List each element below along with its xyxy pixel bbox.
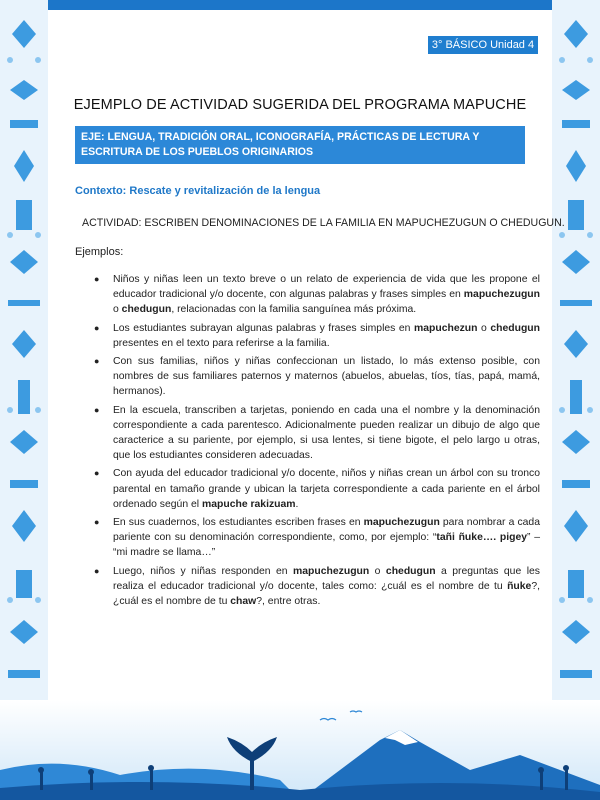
item-text: Luego, niños y niñas responden en (113, 565, 294, 577)
grade-unit-badge: 3° BÁSICO Unidad 4 (428, 36, 538, 54)
bullet-icon: ● (94, 404, 100, 415)
example-item (75, 564, 540, 610)
bullet-icon: ● (94, 356, 100, 367)
bullet-icon: ● (94, 274, 100, 284)
item-text: ?, ¿cuál es el nombre de tu (113, 580, 540, 608)
bold-term: chedugun (385, 565, 436, 577)
bold-term: mapuche rakizuam (201, 498, 296, 510)
item-text: Con ayuda del educador tradicional y/o docente, niños y niñas crean un árbol con su tronco parental en tamaño grande y ubican la tarjeta correspondiente a cada pariente en el árbol ordenado según el (113, 468, 540, 510)
example-item (75, 515, 540, 561)
item-text: Los estudiantes subrayan algunas palabras y frases simples en (113, 322, 414, 334)
item-text: ” – “mi madre se llama…” (113, 532, 540, 559)
activity-statement: ACTIVIDAD: ESCRIBEN DENOMINACIONES DE LA FAMILIA EN MAPUCHEZUGUN O CHEDUGUN. (82, 217, 565, 229)
bullet-icon: ● (94, 322, 100, 333)
bold-term: mapuchezugun (363, 517, 440, 529)
examples-list (75, 272, 540, 612)
top-band (0, 0, 600, 10)
item-text: ?, entre otras. (256, 596, 321, 608)
bold-term: mapuchezugun (463, 289, 540, 301)
item-text: En sus cuadernos, los estudiantes escriben frases en (113, 517, 364, 529)
item-text: Niños y niñas leen un texto breve o un relato de experiencia de vida que les propone el educador tradicional y/o docente, con algunas palabras y frases simples en (113, 274, 540, 301)
item-text: o (369, 565, 386, 577)
bullet-icon: ● (94, 565, 100, 576)
item-text: a preguntas que les realiza el educador tradicional y/o docente, tales como: ¿cuál es el nombre de tu (113, 565, 540, 592)
item-text: para nombrar a cada pariente con su denominación correspondiente, como, por ejemplo: “ (113, 517, 540, 544)
bold-term: ñuke (507, 580, 532, 592)
bullet-icon: ● (94, 517, 100, 528)
footer-landscape-illustration (0, 700, 600, 800)
bold-term: tañi ñuke…. pigey (436, 532, 527, 544)
example-item (75, 403, 540, 464)
item-text: Con sus familias, niños y niñas confeccionan un listado, lo más extenso posible, con nombres de sus familiares paternos y maternos (abuelos, abuelas, tíos, tías, papá, mamá, hermanos). (113, 356, 540, 398)
item-text: En la escuela, transcriben a tarjetas, poniendo en cada una el nombre y la denominación correspondiente a cada parentesco. Adicionalmente pueden realizar un dibujo de algo que caracterice a su pariente, por ejemplo, si usa lentes, si tiene bigote, el pelo largo u otras, que los estudiantes consideren adecuadas. (113, 404, 540, 462)
item-text: presentes en el texto para referirse a la familia. (113, 337, 330, 349)
contexto-heading: Contexto: Rescate y revitalización de la lengua (75, 185, 321, 197)
page-title: EJEMPLO DE ACTIVIDAD SUGERIDA DEL PROGRAMA MAPUCHE (73, 97, 527, 113)
item-text: o (113, 304, 122, 316)
bullet-icon: ● (94, 468, 100, 479)
example-item (75, 466, 540, 512)
item-text: . (295, 498, 299, 510)
bold-term: chedugun (490, 322, 540, 334)
bold-term: chaw (230, 596, 257, 608)
example-item (75, 321, 540, 351)
bold-term: mapuchezun (413, 322, 478, 334)
item-text: , relacionadas con la familia sanguínea más próxima. (171, 304, 417, 316)
item-text: o (477, 322, 491, 334)
eje-banner: EJE: LENGUA, TRADICIÓN ORAL, ICONOGRAFÍA, PRÁCTICAS DE LECTURA Y ESCRITURA DE LOS PUEBLOS ORIGINARIOS (75, 126, 525, 164)
example-item (75, 272, 540, 318)
ejemplos-label: Ejemplos: (75, 246, 124, 258)
example-item (75, 354, 540, 400)
bold-term: chedugun (121, 304, 172, 316)
bold-term: mapuchezugun (293, 565, 370, 577)
